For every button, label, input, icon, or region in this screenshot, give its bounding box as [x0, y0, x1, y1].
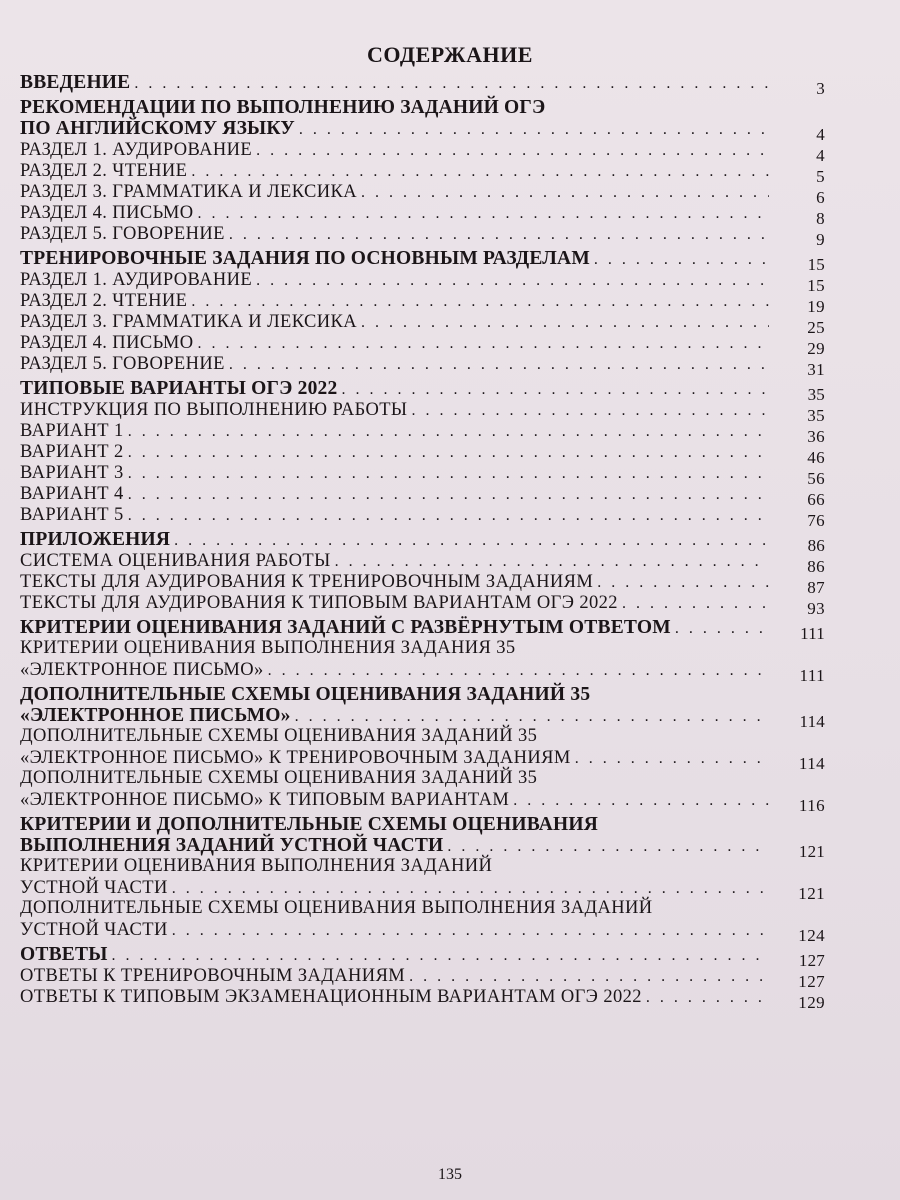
toc-item [20, 441, 825, 467]
dot-leader [172, 878, 769, 899]
toc-page-number: 121 [798, 842, 825, 861]
toc-line [20, 986, 825, 1012]
toc-item [20, 332, 825, 358]
toc-entry-text: «ЭЛЕКТРОННОЕ ПИСЬМО» [20, 705, 291, 726]
toc-item [20, 353, 825, 379]
toc-entry-text: УСТНОЙ ЧАСТИ [20, 920, 168, 940]
toc-line [20, 856, 825, 877]
toc-entry-text: ДОПОЛНИТЕЛЬНЫЕ СХЕМЫ ОЦЕНИВАНИЯ ВЫПОЛНЕНИЯ ЗАДАНИЙ [20, 898, 653, 918]
toc-entry-text: РАЗДЕЛ 2. ЧТЕНИЕ [20, 161, 188, 181]
toc-line [20, 835, 825, 861]
toc-entry-text: ТЕКСТЫ ДЛЯ АУДИРОВАНИЯ К ТИПОВЫМ ВАРИАНТАМ ОГЭ 2022 [20, 593, 618, 613]
toc-page-number: 35 [807, 406, 825, 425]
toc-item [20, 420, 825, 446]
dot-leader [256, 140, 769, 161]
dot-leader [128, 463, 769, 484]
toc-page-number: 5 [816, 167, 825, 186]
toc-entry-text: РАЗДЕЛ 4. ПИСЬМО [20, 333, 194, 353]
toc-page-number: 3 [816, 79, 825, 98]
toc-entry-text: КРИТЕРИИ ОЦЕНИВАНИЯ ВЫПОЛНЕНИЯ ЗАДАНИЙ [20, 856, 493, 876]
toc-line [20, 919, 825, 945]
toc-page-number: 111 [800, 624, 825, 643]
toc-entry-text: ИНСТРУКЦИЯ ПО ВЫПОЛНЕНИЮ РАБОТЫ [20, 400, 408, 420]
toc-line [20, 705, 825, 731]
toc-item [20, 399, 825, 425]
toc-page-number: 46 [807, 448, 825, 467]
toc-section-heading [20, 378, 825, 404]
toc-item [20, 986, 825, 1012]
toc-item [20, 202, 825, 228]
dot-leader [513, 790, 769, 811]
toc-line [20, 529, 825, 555]
dot-leader [646, 987, 769, 1008]
toc-line [20, 97, 825, 118]
toc-entry-text: ВАРИАНТ 2 [20, 442, 124, 462]
dot-leader [197, 333, 769, 354]
dot-leader [295, 706, 769, 727]
toc-item [20, 462, 825, 488]
dot-leader [174, 530, 769, 551]
toc-entry-text: ВВЕДЕНИЕ [20, 72, 131, 93]
toc-line [20, 441, 825, 467]
toc-line [20, 399, 825, 425]
toc-line [20, 944, 825, 970]
toc-section-heading [20, 684, 825, 731]
toc-item [20, 139, 825, 165]
toc-line [20, 898, 825, 919]
toc-entry-text: ПРИЛОЖЕНИЯ [20, 529, 171, 550]
toc-entry-text: «ЭЛЕКТРОННОЕ ПИСЬМО» К ТРЕНИРОВОЧНЫМ ЗАДАНИЯМ [20, 748, 571, 768]
toc-line [20, 504, 825, 530]
toc-line [20, 118, 825, 144]
toc-section-heading [20, 248, 825, 274]
dot-leader [299, 119, 769, 140]
toc-entry-text: ОТВЕТЫ К ТИПОВЫМ ЭКЗАМЕНАЦИОННЫМ ВАРИАНТАМ ОГЭ 2022 [20, 987, 642, 1007]
toc-line [20, 814, 825, 835]
toc-entry-text: ДОПОЛНИТЕЛЬНЫЕ СХЕМЫ ОЦЕНИВАНИЯ ЗАДАНИЙ 35 [20, 768, 538, 788]
toc-entry-text: РЕКОМЕНДАЦИИ ПО ВЫПОЛНЕНИЮ ЗАДАНИЙ ОГЭ [20, 97, 546, 118]
toc-page-number: 127 [798, 951, 825, 970]
dot-leader [191, 291, 769, 312]
toc-entry-text: ВАРИАНТ 4 [20, 484, 124, 504]
toc-item [20, 483, 825, 509]
toc-line [20, 181, 825, 207]
toc-line [20, 659, 825, 685]
toc-line [20, 311, 825, 337]
toc-entry-text: ПО АНГЛИЙСКОМУ ЯЗЫКУ [20, 118, 295, 139]
toc-item [20, 160, 825, 186]
toc-line [20, 617, 825, 643]
dot-leader [128, 421, 769, 442]
toc-item [20, 965, 825, 991]
table-of-contents [20, 72, 825, 1012]
toc-entry-text: РАЗДЕЛ 2. ЧТЕНИЕ [20, 291, 188, 311]
toc-line [20, 378, 825, 404]
toc-page-number: 4 [816, 146, 825, 165]
toc-line [20, 571, 825, 597]
toc-page-number: 19 [807, 297, 825, 316]
toc-entry-text: РАЗДЕЛ 3. ГРАММАТИКА И ЛЕКСИКА [20, 182, 358, 202]
toc-item [20, 592, 825, 618]
toc-entry-text: ТРЕНИРОВОЧНЫЕ ЗАДАНИЯ ПО ОСНОВНЫМ РАЗДЕЛАМ [20, 248, 590, 269]
toc-line [20, 768, 825, 789]
toc-entry-text: УСТНОЙ ЧАСТИ [20, 878, 168, 898]
toc-page-number: 15 [807, 255, 825, 274]
dot-leader [229, 224, 769, 245]
toc-page-number: 9 [816, 230, 825, 249]
toc-line [20, 248, 825, 274]
toc-section-heading [20, 97, 825, 144]
toc-page-number: 121 [798, 884, 825, 903]
toc-entry-text: «ЭЛЕКТРОННОЕ ПИСЬМО» К ТИПОВЫМ ВАРИАНТАМ [20, 790, 510, 810]
page-number-footer: 135 [438, 1166, 462, 1183]
toc-line [20, 160, 825, 186]
toc-section-heading [20, 529, 825, 555]
toc-line [20, 332, 825, 358]
toc-line [20, 139, 825, 165]
toc-entry-text: РАЗДЕЛ 5. ГОВОРЕНИЕ [20, 224, 225, 244]
toc-section-heading [20, 944, 825, 970]
toc-section-heading [20, 814, 825, 861]
toc-line [20, 420, 825, 446]
toc-entry-text: ДОПОЛНИТЕЛЬНЫЕ СХЕМЫ ОЦЕНИВАНИЯ ЗАДАНИЙ 35 [20, 684, 591, 705]
toc-item [20, 181, 825, 207]
toc-item [20, 571, 825, 597]
toc-item [20, 290, 825, 316]
toc-line [20, 877, 825, 903]
dot-leader [335, 551, 769, 572]
dot-leader [409, 966, 769, 987]
dot-leader [411, 400, 769, 421]
toc-section-heading [20, 72, 825, 98]
dot-leader [172, 920, 769, 941]
toc-page-number: 29 [807, 339, 825, 358]
toc-line [20, 202, 825, 228]
toc-entry-text: ТЕКСТЫ ДЛЯ АУДИРОВАНИЯ К ТРЕНИРОВОЧНЫМ ЗАДАНИЯМ [20, 572, 594, 592]
toc-entry-text: СИСТЕМА ОЦЕНИВАНИЯ РАБОТЫ [20, 551, 331, 571]
toc-entry-text: КРИТЕРИИ ОЦЕНИВАНИЯ ЗАДАНИЙ С РАЗВЁРНУТЫМ ОТВЕТОМ [20, 617, 671, 638]
toc-line [20, 638, 825, 659]
toc-page-number: 31 [807, 360, 825, 379]
dot-leader [675, 618, 769, 639]
dot-leader [361, 182, 769, 203]
toc-entry-text: ОТВЕТЫ К ТРЕНИРОВОЧНЫМ ЗАДАНИЯМ [20, 966, 406, 986]
toc-entry-text: КРИТЕРИИ И ДОПОЛНИТЕЛЬНЫЕ СХЕМЫ ОЦЕНИВАНИЯ [20, 814, 599, 835]
toc-item [20, 223, 825, 249]
toc-item [20, 311, 825, 337]
dot-leader [594, 249, 769, 270]
toc-page-number: 114 [798, 754, 825, 773]
toc-line [20, 550, 825, 576]
toc-page-number: 76 [807, 511, 825, 530]
toc-entry-text: ВАРИАНТ 1 [20, 421, 124, 441]
toc-page-number: 124 [798, 926, 825, 945]
toc-line [20, 747, 825, 773]
page-title: СОДЕРЖАНИЕ [367, 42, 533, 67]
toc-page-number: 86 [807, 557, 825, 576]
toc-entry-text: ВАРИАНТ 3 [20, 463, 124, 483]
toc-entry-text: «ЭЛЕКТРОННОЕ ПИСЬМО» [20, 660, 264, 680]
toc-line [20, 592, 825, 618]
toc-page-number: 8 [816, 209, 825, 228]
toc-page-number: 111 [799, 666, 825, 685]
toc-line [20, 72, 825, 98]
dot-leader [268, 660, 769, 681]
toc-item [20, 504, 825, 530]
toc-line [20, 223, 825, 249]
toc-line [20, 684, 825, 705]
toc-entry-text: ВЫПОЛНЕНИЯ ЗАДАНИЙ УСТНОЙ ЧАСТИ [20, 835, 444, 856]
toc-entry-text: ВАРИАНТ 5 [20, 505, 124, 525]
toc-page-number: 4 [816, 125, 825, 144]
toc-entry-text: ТИПОВЫЕ ВАРИАНТЫ ОГЭ 2022 [20, 378, 338, 399]
toc-page-number: 25 [807, 318, 825, 337]
toc-entry-text: РАЗДЕЛ 1. АУДИРОВАНИЕ [20, 270, 253, 290]
toc-section-heading [20, 617, 825, 643]
toc-item [20, 726, 825, 773]
toc-page-number: 6 [816, 188, 825, 207]
toc-page-number: 15 [807, 276, 825, 295]
toc-line [20, 483, 825, 509]
dot-leader [197, 203, 769, 224]
dot-leader [191, 161, 769, 182]
toc-page-number: 93 [807, 599, 825, 618]
toc-page-number: 66 [807, 490, 825, 509]
toc-line [20, 726, 825, 747]
dot-leader [256, 270, 769, 291]
toc-entry-text: КРИТЕРИИ ОЦЕНИВАНИЯ ВЫПОЛНЕНИЯ ЗАДАНИЯ 35 [20, 638, 516, 658]
toc-item [20, 269, 825, 295]
toc-page-number: 127 [798, 972, 825, 991]
toc-entry-text: ОТВЕТЫ [20, 944, 108, 965]
dot-leader [447, 836, 769, 857]
toc-line [20, 789, 825, 815]
toc-line [20, 462, 825, 488]
toc-page-number: 56 [807, 469, 825, 488]
toc-page-number: 129 [798, 993, 825, 1012]
dot-leader [128, 484, 769, 505]
dot-leader [229, 354, 769, 375]
toc-item [20, 550, 825, 576]
toc-line [20, 353, 825, 379]
toc-page-number: 35 [807, 385, 825, 404]
toc-page-number: 36 [807, 427, 825, 446]
toc-entry-text: РАЗДЕЛ 1. АУДИРОВАНИЕ [20, 140, 253, 160]
dot-leader [575, 748, 769, 769]
toc-line [20, 269, 825, 295]
dot-leader [128, 505, 769, 526]
dot-leader [597, 572, 769, 593]
toc-page-number: 116 [798, 796, 825, 815]
toc-item [20, 638, 825, 685]
toc-entry-text: РАЗДЕЛ 5. ГОВОРЕНИЕ [20, 354, 225, 374]
dot-leader [361, 312, 769, 333]
dot-leader [128, 442, 769, 463]
toc-entry-text: РАЗДЕЛ 3. ГРАММАТИКА И ЛЕКСИКА [20, 312, 358, 332]
toc-page-number: 87 [807, 578, 825, 597]
toc-page-number: 86 [807, 536, 825, 555]
toc-entry-text: ДОПОЛНИТЕЛЬНЫЕ СХЕМЫ ОЦЕНИВАНИЯ ЗАДАНИЙ 35 [20, 726, 538, 746]
dot-leader [622, 593, 769, 614]
toc-item [20, 856, 825, 903]
toc-entry-text: РАЗДЕЛ 4. ПИСЬМО [20, 203, 194, 223]
dot-leader [134, 73, 769, 94]
dot-leader [112, 945, 769, 966]
toc-item [20, 768, 825, 815]
toc-line [20, 290, 825, 316]
toc-item [20, 898, 825, 945]
toc-page-number: 114 [799, 712, 825, 731]
dot-leader [341, 379, 769, 400]
toc-line [20, 965, 825, 991]
